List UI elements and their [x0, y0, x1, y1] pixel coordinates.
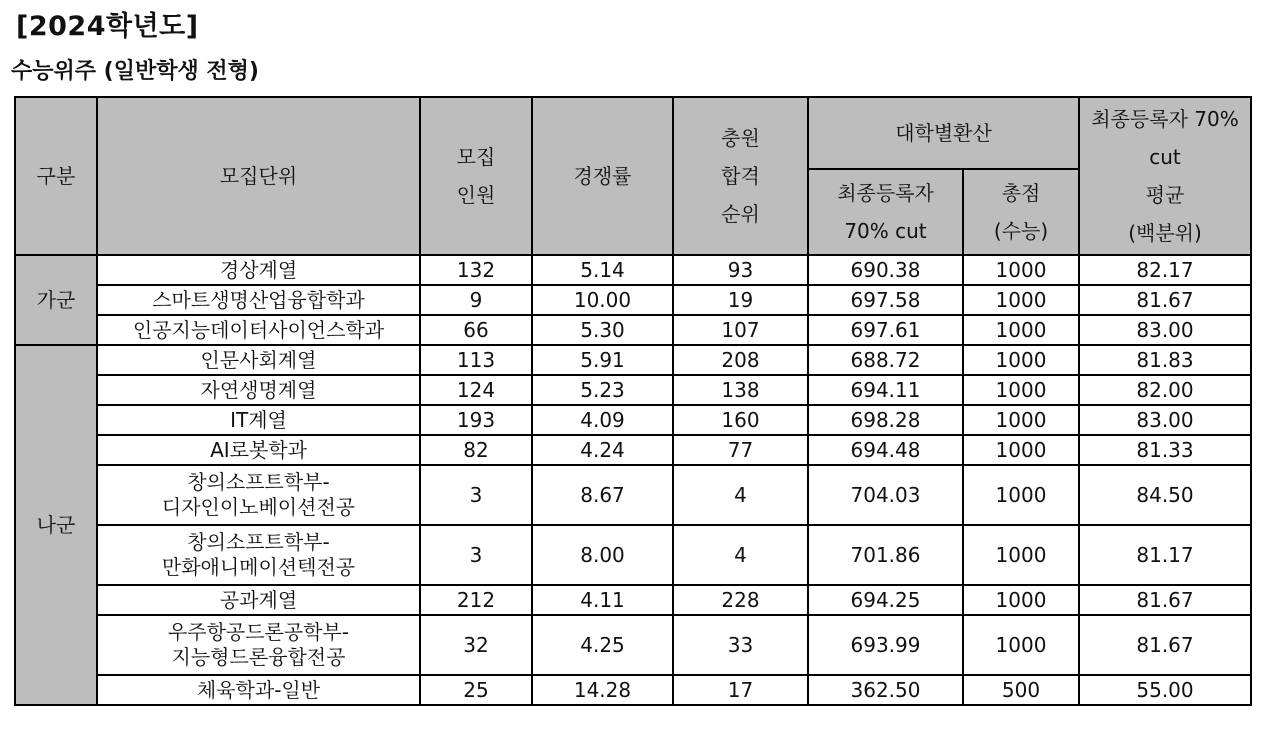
header-percentile	[1079, 97, 1251, 255]
header-percentile-line1: 최종등록자 70%	[1091, 107, 1239, 131]
section-title: 수능위주 (일반학생 전형)	[11, 59, 259, 84]
total-cell: 1000	[963, 525, 1079, 585]
header-quota-line2: 인원	[456, 183, 496, 207]
cut70-cell: 698.28	[808, 405, 963, 435]
rank-cell: 17	[673, 675, 808, 705]
percentile-cell: 83.00	[1079, 405, 1251, 435]
unit-name: AI로봇학과	[210, 437, 307, 462]
header-unit: 모집단위	[97, 97, 420, 255]
competition-cell: 4.09	[532, 405, 673, 435]
quota-cell: 3	[420, 525, 532, 585]
header-group: 구분	[15, 97, 97, 255]
total-cell: 1000	[963, 345, 1079, 375]
header-percentile-line2: cut	[1149, 145, 1181, 169]
table-row	[15, 345, 1251, 375]
header-rank-line1: 충원	[721, 126, 760, 150]
competition-cell: 4.24	[532, 435, 673, 465]
total-cell: 1000	[963, 405, 1079, 435]
cut70-cell: 704.03	[808, 465, 963, 525]
group-cell: 가군	[15, 255, 97, 345]
header-quota	[420, 97, 532, 255]
total-cell: 1000	[963, 375, 1079, 405]
table-row	[15, 525, 1251, 585]
header-univ-conversion: 대학별환산	[808, 97, 1079, 169]
cut70-cell: 694.48	[808, 435, 963, 465]
competition-cell: 4.11	[532, 585, 673, 615]
unit-cell	[97, 255, 420, 285]
rank-cell: 4	[673, 465, 808, 525]
unit-cell	[97, 615, 420, 675]
cut70-cell: 697.58	[808, 285, 963, 315]
header-percentile-line4: (백분위)	[1128, 221, 1202, 245]
unit-name: 창의소프트학부-	[187, 470, 330, 494]
rank-cell: 208	[673, 345, 808, 375]
unit-cell	[97, 375, 420, 405]
quota-cell: 193	[420, 405, 532, 435]
quota-cell: 82	[420, 435, 532, 465]
cut70-cell: 694.25	[808, 585, 963, 615]
header-rank	[673, 97, 808, 255]
header-competition: 경쟁률	[532, 97, 673, 255]
header-total-line1: 총점	[1001, 181, 1041, 205]
unit-cell	[97, 435, 420, 465]
quota-cell: 25	[420, 675, 532, 705]
table-row	[15, 375, 1251, 405]
total-cell: 1000	[963, 435, 1079, 465]
percentile-cell: 81.67	[1079, 285, 1251, 315]
header-total-line2: (수능)	[993, 219, 1049, 243]
unit-name: 체육학과-일반	[196, 677, 321, 702]
quota-cell: 124	[420, 375, 532, 405]
unit-cell	[97, 285, 420, 315]
cut70-cell: 701.86	[808, 525, 963, 585]
competition-cell: 10.00	[532, 285, 673, 315]
header-quota-line1: 모집	[456, 145, 496, 169]
quota-cell: 113	[420, 345, 532, 375]
quota-cell: 66	[420, 315, 532, 345]
percentile-cell: 55.00	[1079, 675, 1251, 705]
unit-name: 우주항공드론공학부-	[167, 620, 350, 644]
table-row	[15, 465, 1251, 525]
percentile-cell: 81.83	[1079, 345, 1251, 375]
header-cut70-line2: 70% cut	[844, 219, 927, 243]
quota-cell: 32	[420, 615, 532, 675]
percentile-cell: 83.00	[1079, 315, 1251, 345]
total-cell: 1000	[963, 465, 1079, 525]
quota-cell: 9	[420, 285, 532, 315]
unit-cell	[97, 405, 420, 435]
unit-name: 공과계열	[219, 587, 298, 612]
total-cell: 1000	[963, 315, 1079, 345]
table-row	[15, 405, 1251, 435]
competition-cell: 8.00	[532, 525, 673, 585]
total-cell: 500	[963, 675, 1079, 705]
percentile-cell: 84.50	[1079, 465, 1251, 525]
unit-cell	[97, 675, 420, 705]
header-rank-line2: 합격	[721, 164, 760, 188]
table-row	[15, 585, 1251, 615]
percentile-cell: 81.33	[1079, 435, 1251, 465]
unit-cell	[97, 585, 420, 615]
group-cell: 나군	[15, 345, 97, 705]
competition-cell: 8.67	[532, 465, 673, 525]
unit-name: 경상계열	[219, 257, 298, 282]
rank-cell: 160	[673, 405, 808, 435]
table-row	[15, 675, 1251, 705]
percentile-cell: 82.00	[1079, 375, 1251, 405]
unit-name: 자연생명계열	[200, 377, 317, 402]
competition-cell: 5.91	[532, 345, 673, 375]
unit-name: 창의소프트학부-	[187, 530, 330, 554]
table-row	[15, 435, 1251, 465]
unit-name-line2: 지능형드론융합전공	[171, 645, 346, 669]
unit-name: IT계열	[230, 407, 287, 432]
year-title: [2024학년도]	[16, 11, 199, 42]
cut70-cell: 697.61	[808, 315, 963, 345]
table-body	[15, 255, 1251, 705]
unit-name: 인공지능데이터사이언스학과	[132, 317, 385, 342]
table-row	[15, 615, 1251, 675]
quota-cell: 3	[420, 465, 532, 525]
rank-cell: 19	[673, 285, 808, 315]
unit-name: 인문사회계열	[200, 347, 317, 372]
percentile-cell: 81.67	[1079, 585, 1251, 615]
table-row	[15, 285, 1251, 315]
rank-cell: 33	[673, 615, 808, 675]
unit-cell	[97, 345, 420, 375]
header-total	[963, 169, 1079, 255]
total-cell: 1000	[963, 255, 1079, 285]
rank-cell: 93	[673, 255, 808, 285]
competition-cell: 5.14	[532, 255, 673, 285]
unit-name-line2: 디자인이노베이션전공	[161, 495, 356, 519]
table-row	[15, 315, 1251, 345]
percentile-cell: 81.17	[1079, 525, 1251, 585]
percentile-cell: 82.17	[1079, 255, 1251, 285]
rank-cell: 228	[673, 585, 808, 615]
total-cell: 1000	[963, 285, 1079, 315]
header-rank-line3: 순위	[721, 202, 760, 226]
total-cell: 1000	[963, 585, 1079, 615]
rank-cell: 77	[673, 435, 808, 465]
rank-cell: 4	[673, 525, 808, 585]
competition-cell: 5.30	[532, 315, 673, 345]
competition-cell: 4.25	[532, 615, 673, 675]
total-cell: 1000	[963, 615, 1079, 675]
header-cut70	[808, 169, 963, 255]
admission-results-table	[14, 96, 1252, 706]
cut70-cell: 693.99	[808, 615, 963, 675]
competition-cell: 5.23	[532, 375, 673, 405]
cut70-cell: 362.50	[808, 675, 963, 705]
table-row	[15, 255, 1251, 285]
rank-cell: 107	[673, 315, 808, 345]
competition-cell: 14.28	[532, 675, 673, 705]
cut70-cell: 688.72	[808, 345, 963, 375]
cut70-cell: 690.38	[808, 255, 963, 285]
unit-name-line2: 만화애니메이션텍전공	[161, 555, 356, 579]
header-cut70-line1: 최종등록자	[837, 181, 934, 205]
unit-cell	[97, 465, 420, 525]
quota-cell: 212	[420, 585, 532, 615]
unit-cell	[97, 525, 420, 585]
rank-cell: 138	[673, 375, 808, 405]
unit-name: 스마트생명산업융합학과	[152, 287, 365, 312]
unit-cell	[97, 315, 420, 345]
cut70-cell: 694.11	[808, 375, 963, 405]
percentile-cell: 81.67	[1079, 615, 1251, 675]
header-percentile-line3: 평균	[1145, 183, 1185, 207]
quota-cell: 132	[420, 255, 532, 285]
